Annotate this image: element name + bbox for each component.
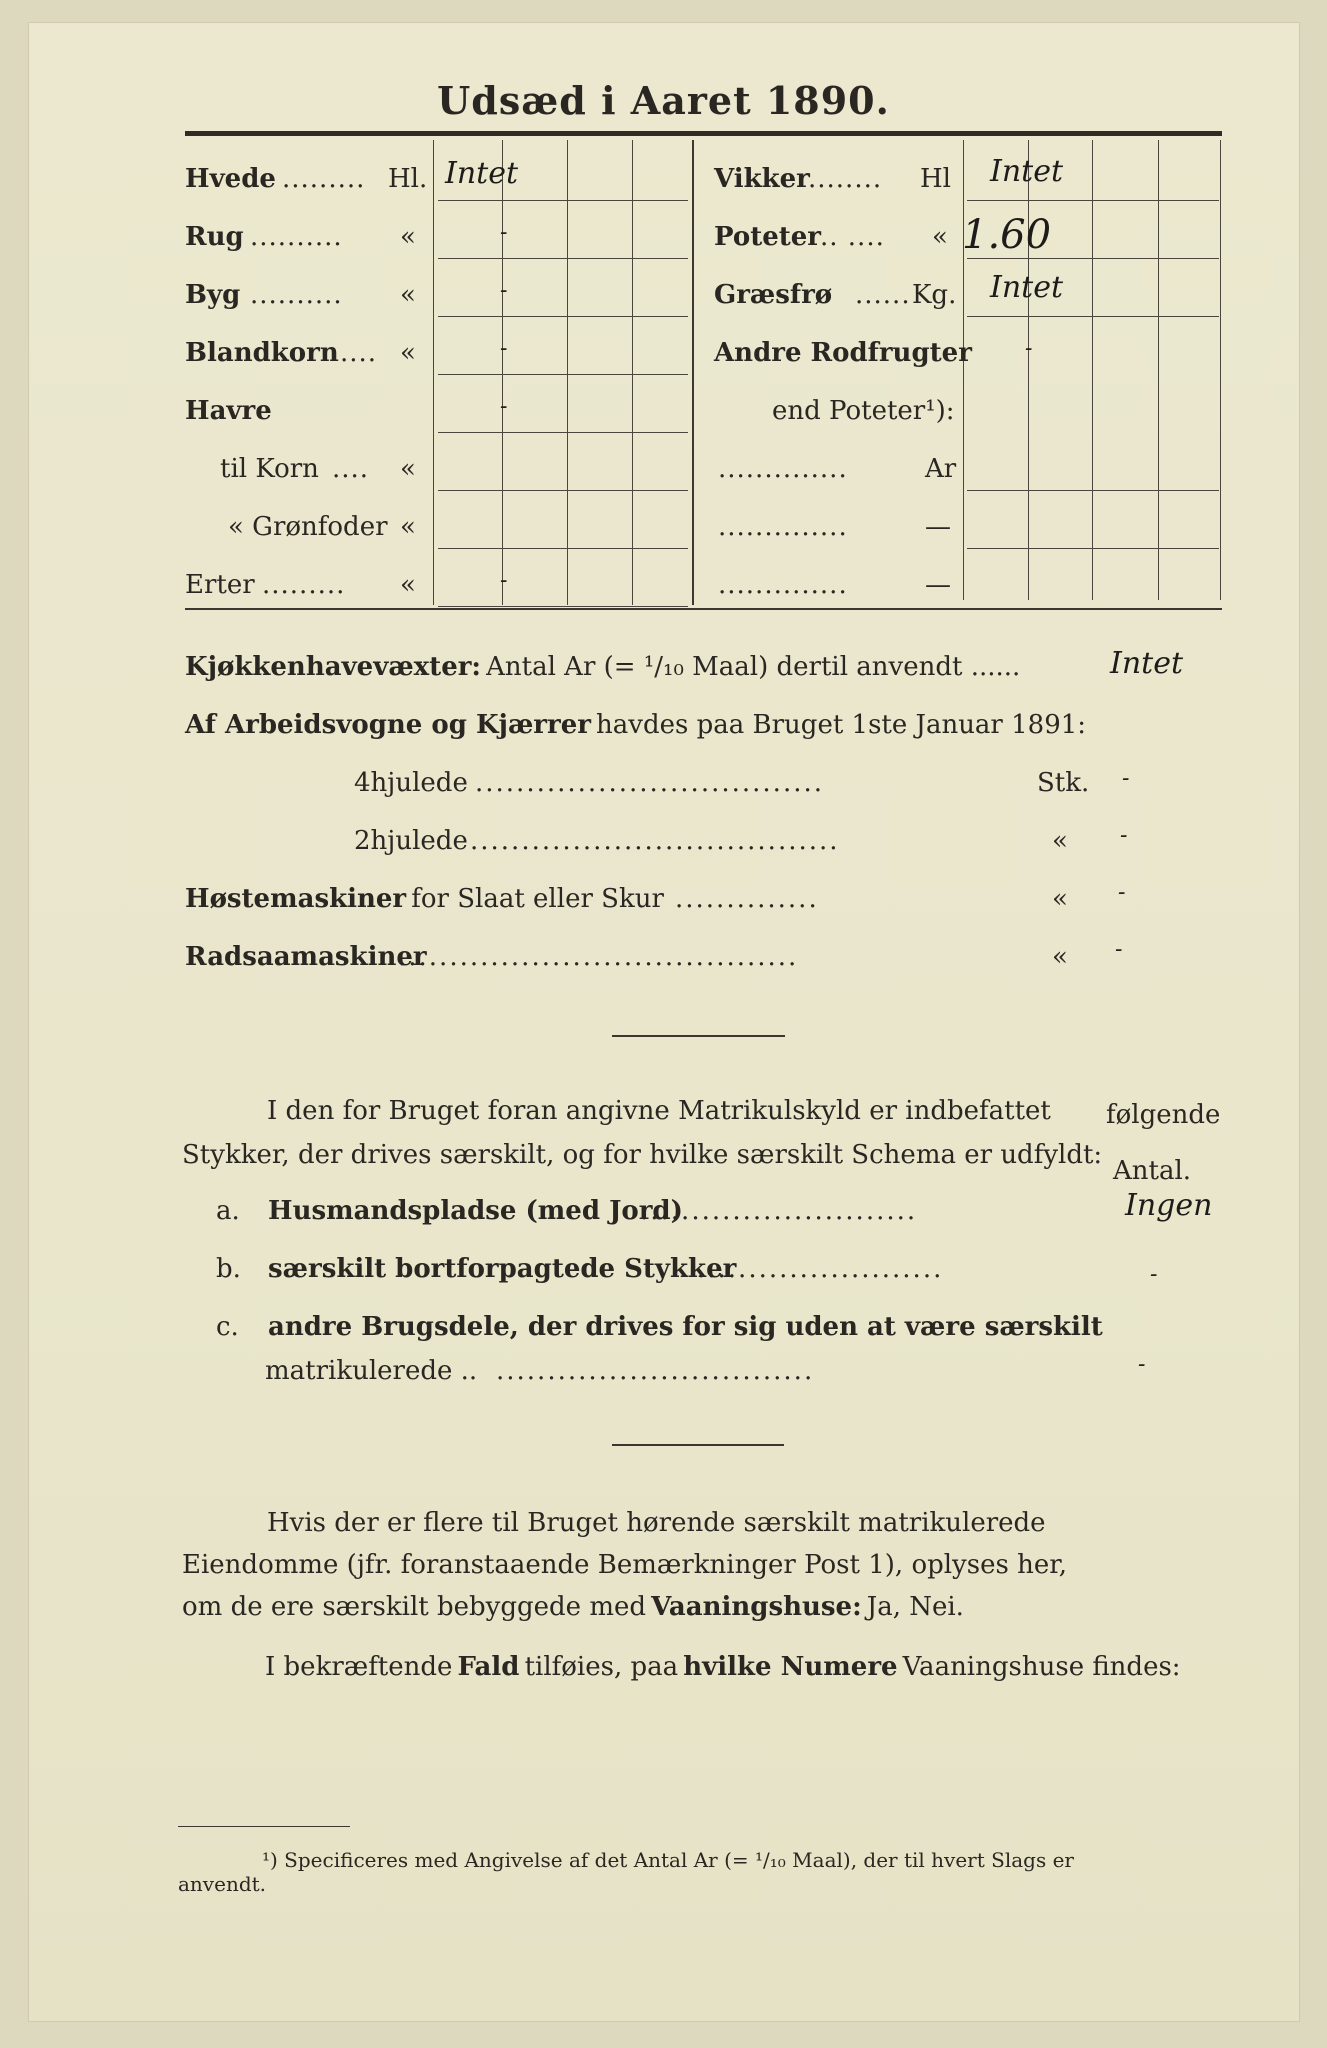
wagons-heading-bold: Af Arbeidsvogne og Kjærrer [185,710,591,740]
table-column-line [1092,140,1093,600]
crop-left-label: Erter [185,570,255,600]
table-row-line [967,316,1219,317]
footnote-line2: anvendt. [178,1872,267,1896]
matrikel-line2: Stykker, der drives særskilt, og for hvilke særskilt Schema er udfyldt: [182,1140,1103,1170]
harvester-unit: « [1052,884,1068,914]
item-c-letter: c. [216,1312,239,1342]
table-row-line [438,316,688,317]
crop-left-value: Intet [445,156,519,191]
seeder-label: Radsaamaskiner [185,942,427,972]
wagon-2-dots: .................................... [470,826,840,856]
crop-left-label: Blandkorn [185,338,339,368]
item-a-dots: ........................... [640,1196,918,1226]
table-row-line [438,258,688,259]
item-a-letter: a. [216,1196,240,1226]
crop-right-label: Græsfrø [714,280,833,310]
wagon-2-value: - [1120,823,1128,848]
crop-left-dots: ......... [262,570,346,600]
table-row-line [438,374,688,375]
crop-left-dots: ......... [282,164,366,194]
crop-right-label: Vikker [714,164,810,194]
wagon-4-label: 4hjulede [354,768,468,798]
item-b-label: særskilt bortforpagtede Stykker [268,1254,737,1284]
crop-right-label: Poteter [714,222,821,252]
table-column-line [502,140,503,605]
wagon-2-label: 2hjulede [354,826,468,856]
table-row-line [438,548,688,549]
crop-left-unit: « [400,454,416,484]
crop-left-label: Rug [185,222,244,252]
crop-left-unit: « [400,222,416,252]
table-column-line [692,140,694,605]
crop-right-label: end Poteter¹): [772,396,955,426]
table-column-line [1158,140,1159,600]
matrikel-line1: I den for Bruget foran angivne Matrikulskyld er indbefattet [267,1096,1051,1126]
item-b-value: - [1150,1262,1158,1287]
crop-left-value: - [500,336,508,361]
harvester-label-bold: Høstemaskiner [185,884,407,914]
wagons-heading [185,710,1086,740]
item-c-dots: ............................... [496,1356,815,1386]
footnote-line1: ¹) Specificeres med Angivelse af det Antal Ar (= ¹/₁₀ Maal), der til hvert Slags er [262,1848,1074,1872]
table-row-line [967,200,1219,201]
vaaning-p3: om de ere særskilt bebyggede med Vaaningshuse: Ja, Nei. [182,1592,964,1622]
vaaning-p4: I bekræftende Fald tilføies, paa hvilke Numere Vaaningshuse findes: [265,1652,1181,1682]
seeder-value: - [1115,937,1123,962]
crop-right-dots: .............. [718,512,848,542]
wagon-4-value: - [1122,766,1130,791]
crop-left-value: - [500,394,508,419]
item-b-letter: b. [216,1254,241,1284]
paper-sheet [28,22,1300,2022]
crop-left-label: « Grønfoder [228,512,388,542]
crop-right-unit: Kg. [912,280,957,310]
kitchen-value: Intet [1110,646,1184,681]
table-row-line [967,258,1219,259]
table-column-line [433,140,434,605]
crop-right-unit: — [925,570,951,600]
item-a-value: Ingen [1125,1188,1213,1223]
kitchen-label: Kjøkkenhavevæxter: [185,652,482,682]
item-c-cont: matrikulerede .. [265,1356,478,1386]
wagon-4-dots: .................................. [475,768,824,798]
item-a-label: Husmandspladse (med Jord) [268,1196,683,1226]
wagon-4-unit: Stk. [1037,768,1090,798]
crop-right-dots: .............. [718,454,848,484]
crop-left-dots: .......... [250,222,343,252]
wagon-2-unit: « [1052,826,1068,856]
crop-left-unit: « [400,570,416,600]
item-c-label: andre Brugsdele, der drives for sig uden at være særskilt [268,1312,1103,1342]
table-column-line [963,140,964,600]
crop-left-value: - [500,220,508,245]
table-column-line [632,140,633,605]
crop-left-label: Hvede [185,164,276,194]
crop-left-unit: « [400,338,416,368]
kitchen-text: Antal Ar (= ¹/₁₀ Maal) dertil anvendt ...... [486,652,1021,682]
harvester-dots: .............. [675,884,819,914]
crop-right-value: 1.60 [962,212,1052,258]
page-title: Udsæd i Aaret 1890. [437,78,890,123]
harvester-label-rest: for Slaat eller Skur [411,884,664,914]
crop-left-dots: .... [340,338,378,368]
table-column-line [1028,140,1029,600]
crop-right-value: Intet [990,270,1064,305]
table-row-line [967,548,1219,549]
item-b-dots: ........................ [697,1254,944,1284]
table-column-line [1220,140,1221,600]
vaaning-p2: Eiendomme (jfr. foranstaaende Bemærkninger Post 1), oplyses her, [182,1550,1068,1580]
title-rule [185,131,1222,136]
section-divider-2 [612,1444,784,1446]
crop-left-label: til Korn [220,454,319,484]
crop-right-dots: ...... [855,280,911,310]
harvester-value: - [1118,880,1126,905]
crop-right-value: - [1025,336,1033,361]
wagons-heading-rest: havdes paa Bruget 1ste Januar 1891: [596,710,1087,740]
crop-left-unit: Hl. [388,164,428,194]
table-row-line [438,200,688,201]
section-divider-1 [612,1035,785,1037]
crop-left-unit: « [400,280,416,310]
table-row-line [967,490,1219,491]
crop-left-unit: « [400,512,416,542]
crop-right-label: Andre Rodfrugter [714,338,972,368]
vaaning-p1: Hvis der er flere til Bruget hørende særskilt matrikulerede [267,1508,1046,1538]
table-row-line [438,490,688,491]
footnote-rule [178,1826,350,1827]
matrikel-line1-right: følgende [1106,1100,1221,1130]
crop-right-dots: .............. [718,570,848,600]
crop-right-unit: — [925,512,951,542]
item-c-value: - [1138,1352,1146,1377]
crop-right-dots: .. .... [820,222,885,252]
crop-right-unit: Ar [925,454,957,484]
crop-left-label: Byg [185,280,241,310]
crop-right-value: Intet [990,154,1064,189]
table-bottom-rule [185,608,1222,610]
table-column-line [567,140,568,605]
crop-left-value: - [500,278,508,303]
table-row-line [438,432,688,433]
harvester-line [185,884,664,914]
crop-left-label: Havre [185,396,272,426]
kitchen-line [185,652,1020,682]
crop-left-dots: .... [332,454,370,484]
crop-left-value: - [500,568,508,593]
crop-right-dots: ........ [808,164,883,194]
crop-right-unit: Hl [920,164,951,194]
antal-heading: Antal. [1113,1156,1192,1186]
crop-left-dots: .......... [250,280,343,310]
seeder-unit: « [1052,942,1068,972]
seeder-dots: ....................................... [398,942,799,972]
table-row-line [438,606,688,607]
crop-right-unit: « [932,222,948,252]
